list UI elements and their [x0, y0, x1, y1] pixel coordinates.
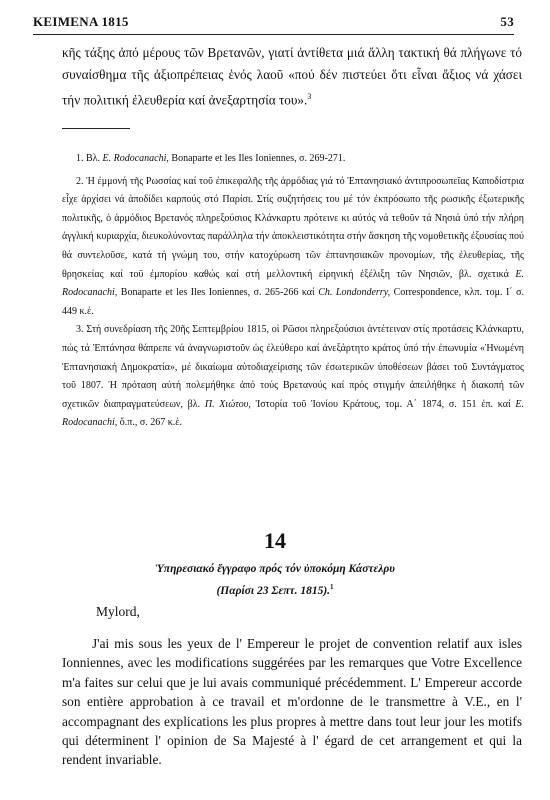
- author-name: Ch. Londonderry,: [318, 287, 391, 299]
- document-title: [0, 560, 550, 600]
- document-title-line-2: [0, 578, 550, 600]
- author-name: E. Rodocanachi,: [62, 398, 524, 429]
- document-title-line-1: Ὑπηρεσιακό ἔγγραφο πρός τόν ὑποκόμη Κάστελρυ: [155, 563, 395, 575]
- paragraph-text: κῆς τάξης ἀπό μέρους τῶν Βρετανῶν, γιατί ἀντίθετα μιά ἄλλη τακτική θά πλήγωνε τό συναίσθημα τῆς ἀξιοπρέπειας ἑνός λαοῦ «πού δέν πιστεύει ὅτι εἶναι ἄξιος νά χάσει τήν πολιτική ἐλευθερία καί ἀνεξαρτησία του».: [62, 45, 522, 108]
- author-name: Π. Χιώτου,: [204, 398, 251, 410]
- header-title: ΚΕΙΜΕΝΑ 1815: [33, 14, 129, 29]
- footnote-text: ὅ.π., σ. 267 κ.ἑ.: [117, 417, 182, 429]
- footnote-text: Correspondence, κλπ. τομ. Ι΄ σ. 449 κ.ἑ.: [62, 287, 525, 317]
- footnote-3: [62, 321, 524, 433]
- page-number: 53: [500, 14, 514, 29]
- footnote-text: 3. Στή συνεδρίαση τῆς 20ῆς Σεπτεμβρίου 1815, οἱ Ρῶσοι πληρεξούσιοι ἀντέτειναν στίς προτάσεις Κλάνκαρτυ, πώς τά Ἑπτάνησα θάπρεπε νά ἀναγνωριστοῦν ὡς ἐλεύθερο καί ἀνεξάρτητο κράτος ὑπό τήν ἐπωνυμία «Ἡνωμένη Ἑπτανησιακή Δημοκρατία», μέ δικαίωμα αὐτοδιαχείρισης τῶν ἐσωτερικῶν ὑποθέσεων βάσει τοῦ Συντάγματος τοῦ 1807. Ἡ πρόταση αὐτή πολεμήθηκε ἀπό τούς Βρετανούς καί πρός στιγμήν ἀπειλήθηκε ἡ διακοπή τῶν σχετικῶν διαπραγματεύσεων, βλ.: [62, 324, 524, 410]
- footnote-2: [62, 173, 524, 322]
- footnote-text: Ἱστορία τοῦ Ἰονίου Κράτους, τομ. Α΄ 1874, σ. 151 ἐπ. καί: [250, 398, 516, 410]
- footnote-1: [62, 150, 524, 169]
- header-rule: [33, 34, 514, 35]
- footnote-rule: [62, 128, 130, 129]
- footnote-text: 1. Βλ.: [76, 153, 103, 164]
- document-number: 14: [264, 528, 286, 553]
- running-header: [33, 14, 514, 30]
- footnote-ref: 3: [307, 92, 312, 101]
- continued-paragraph: [62, 42, 522, 111]
- author-name: E. Rodocanachi,: [102, 153, 169, 164]
- footnote-ref: 1: [330, 583, 334, 591]
- footnote-text: 2. Ἡ ἐμμονή τῆς Ρωσσίας καί τοῦ ἐπικεφαλῆς τῆς ἁρμόδιας γιά τό Ἑπτανησιακό ἀντιπροσωπεῖας Καποδίστρια εἶχε ἀρχίσει νά ἀποδίδει καρπούς στό Παρίσι. Στίς συζητήσεις του μέ τόν ἐκπρόσωπο τῆς ρωσικῆς ἐξωτερικῆς πολιτικῆς, ὁ ἁρμόδιος Βρετανός πληρεξούσιος Κλάνκαρτυ πρότεινε κι αὐτός νά τεθοῦν τά Νησιά ὑπό τήν πλήρη ἀγγλική κυριαρχία, διευκολύνοντας παράλληλα τήν ἀποκλειστικότητα στήν ἄσκηση τῆς νομοθετικῆς ἐξουσίας πού θά συντελοῦσε, κατά τή γνώμη του, στήν κατοχύρωση τῶν ἑπτανησιακῶν προνομίων, τῆς ἐλευθερίας, τῆς θρησκείας καί τοῦ ἐμπορίου καθώς καί στή μελλοντική εἰρηνική ἐξέλιξη τῶν Νησιῶν, βλ. σχετικά: [62, 175, 524, 280]
- footnote-text: Bonaparte et les Iles Ioniennes, σ. 269-271.: [168, 153, 346, 164]
- footnotes: [62, 150, 524, 433]
- author-name: E. Rodocanachi,: [62, 268, 524, 299]
- letter-body: J'ai mis sous les yeux de l' Empereur le projet de convention relatif aux isles Ionniennes, avec les modifications suggérées par les remarques que Votre Excellence m'a faites sur celui que je lui avais communiqué précédemment. L' Empereur accorde son entière approbation à ce travail et m'ordonne de le transmettre à V.E., en l' accompagnant des explications les plus propres à mettre dans tout leur jour les motifs qui déterminent l' opinion de Sa Majesté à l' égard de cet arrangement et qui la rendent invariable.: [62, 636, 522, 768]
- letter-salutation: Mylord,: [96, 604, 140, 619]
- footnote-text: Bonaparte et les Iles Ioniennes, σ. 265-266 καί: [117, 287, 319, 299]
- document-date: (Παρίσι 23 Σεπτ. 1815).: [216, 584, 331, 597]
